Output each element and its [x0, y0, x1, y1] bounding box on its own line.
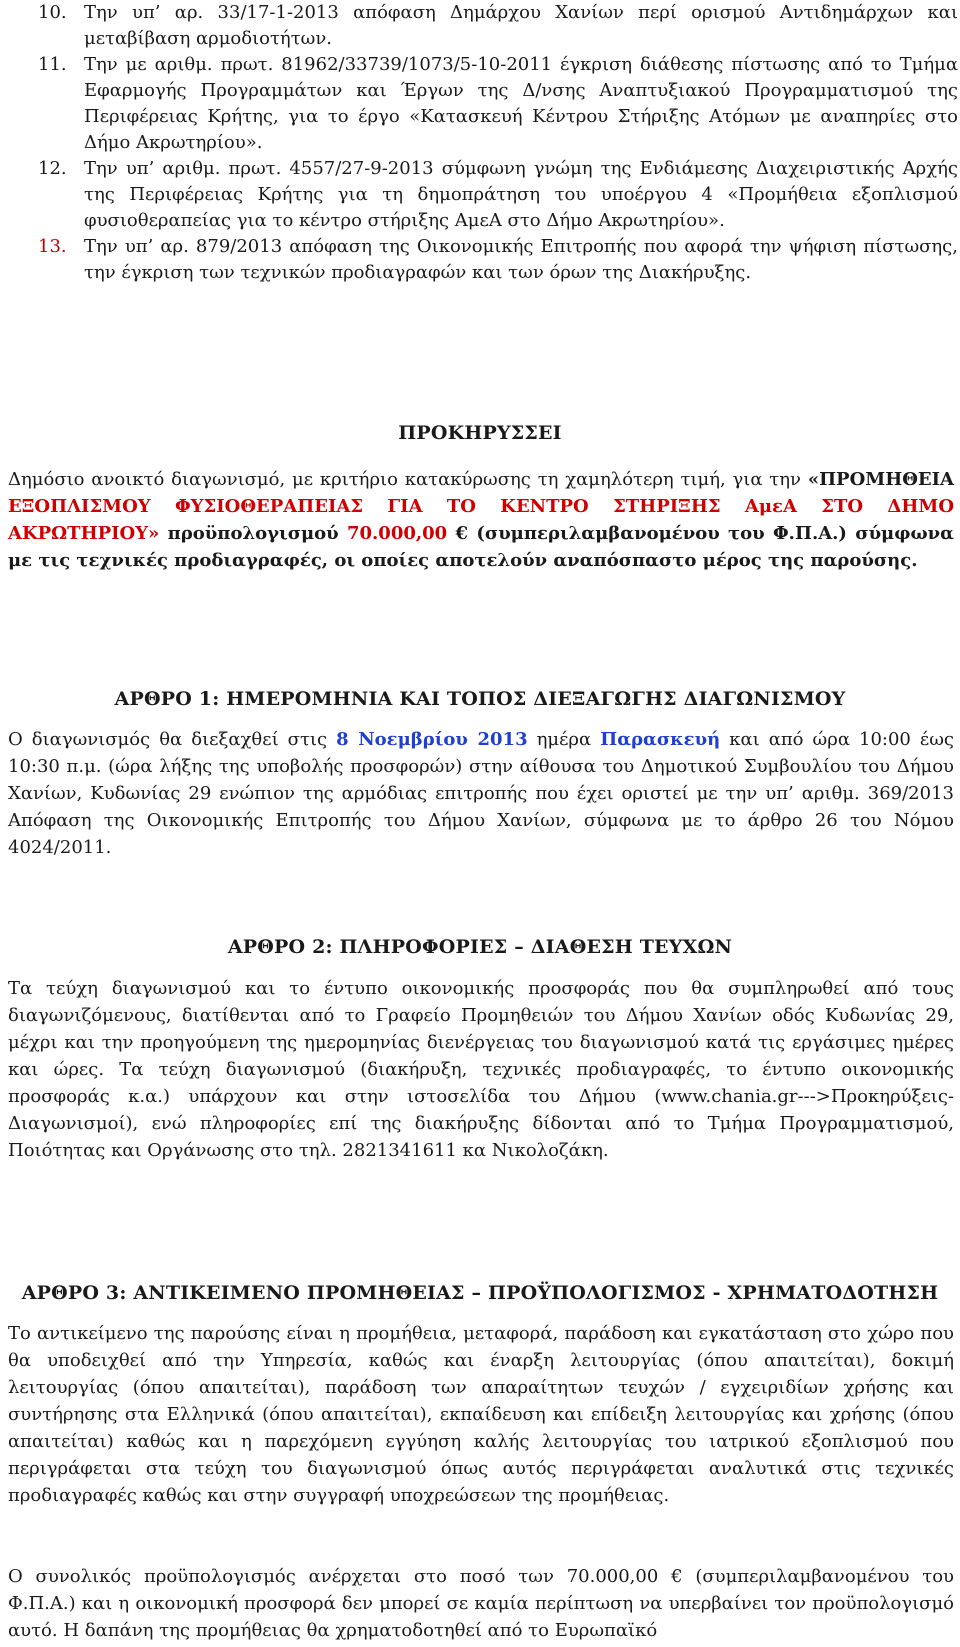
article1-paragraph	[8, 726, 954, 861]
proclaim-amount: 70.000,00	[346, 523, 448, 544]
article1-day: Παρασκευή	[600, 729, 721, 750]
article2-heading: ΑΡΘΡΟ 2: ΠΛΗΡΟΦΟΡΙΕΣ – ΔΙΑΘΕΣΗ ΤΕΥΧΩΝ	[227, 936, 733, 958]
list-text: Την υπ’ αρ. 33/17-1-2013 απόφαση Δημάρχου Χανίων περί ορισμού Αντιδημάρχων και μεταβίβαση αρμοδιοτήτων.	[84, 2, 958, 49]
proclaim-paragraph	[8, 466, 954, 574]
list-item	[38, 52, 958, 156]
list-item	[38, 156, 958, 234]
list-item	[38, 234, 958, 286]
article1-pre: Ο διαγωνισμός θα διεξαχθεί στις	[8, 729, 337, 750]
list-number: 11.	[38, 54, 67, 75]
list-text: Την υπ’ αριθμ. πρωτ. 4557/27-9-2013 σύμφωνη γνώμη της Ενδιάμεσης Διαχειριστικής Αρχής της Περιφέρειας Κρήτης για τη δημοπράτηση του υποέργου 4 «Προμήθεια εξοπλισμού φυσιοθεραπείας για το κέντρο στήριξης ΑμεΑ στο Δήμο Ακρωτηρίου».	[84, 158, 958, 231]
article3-heading: ΑΡΘΡΟ 3: ΑΝΤΙΚΕΙΜΕΝΟ ΠΡΟΜΗΘΕΙΑΣ – ΠΡΟΫΠΟΛΟΓΙΣΜΟΣ - ΧΡΗΜΑΤΟΔΟΤΗΣΗ	[21, 1282, 939, 1304]
article1-date: 8 Νοεμβρίου 2013	[336, 729, 528, 750]
proclaim-rest: € (συμπεριλαμβανομένου του Φ.Π.Α.) σύμφωνα με τις τεχνικές προδιαγραφές, οι οποίες αποτελούν αναπόσπαστο μέρος της παρούσης.	[8, 523, 954, 571]
article3-paragraph-1: Το αντικείμενο της παρούσης είναι η προμήθεια, μεταφορά, παράδοση και εγκατάσταση στο χώρο που θα υποδειχθεί από την Υπηρεσία, καθώς και έναρξη λειτουργίας (όπου απαιτείται), δοκιμή λειτουργίας (όπου απαιτείται), παράδοση των απαραίτητων τευχών / εγχειριδίων χρήσης και συντήρησης στα Ελληνικά (όπου απαιτείται), εκπαίδευση και επίδειξη λειτουργίας και χρήσης (όπου απαιτείται) καθώς και η παρεχόμενη εγγύηση καλής λειτουργίας του ιατρικού εξοπλισμού που περιγράφεται στα τεύχη του διαγωνισμού όπως αυτός περιγράφεται αναλυτικά στις τεχνικές προδιαγραφές καθώς και στην συγγραφή υποχρεώσεων της προμήθειας.	[8, 1323, 954, 1506]
list-number: 13.	[38, 236, 67, 257]
proclaim-heading: ΠΡΟΚΗΡΥΣΣΕΙ	[398, 422, 562, 444]
article1-post: και από ώρα 10:00 έως 10:30 π.μ. (ώρα λήξης της υποβολής προσφορών) στην αίθουσα του Δημοτικού Συμβουλίου του Δήμου Χανίων, Κυδωνίας 29 ενώπιον της αρμόδιας επιτροπής που έχει οριστεί με την υπ’ αριθμ. 369/2013 Απόφαση της Οικονομικής Επιτροπής του Δήμου Χανίων, σύμφωνα με το άρθρο 26 του Νόμου 4024/2011.	[8, 729, 954, 858]
list-number: 12.	[38, 158, 67, 179]
considerations-list	[38, 0, 958, 286]
article1-mid: ημέρα	[527, 729, 601, 750]
proclaim-intro: Δημόσιο ανοικτό διαγωνισμό, με κριτήριο κατακύρωσης τη χαμηλότερη τιμή, για την	[8, 469, 808, 490]
article2-paragraph: Τα τεύχη διαγωνισμού και το έντυπο οικονομικής προσφοράς που θα συμπληρωθεί από τους διαγωνιζόμενους, διατίθενται από το Γραφείο Προμηθειών του Δήμου Χανίων οδός Κυδωνίας 29, μέχρι και την προηγούμενη της ημερομηνίας διενέργειας του διαγωνισμού κατά τις εργάσιμες ημέρες και ώρες. Τα τεύχη διαγωνισμού (διακήρυξη, τεχνικές προδιαγραφές, το έντυπο οικονομικής προσφοράς κ.α.) υπάρχουν και στην ιστοσελίδα του Δήμου (www.chania.gr--->Προκηρύξεις-Διαγωνισμοί), ενώ πληροφορίες επί της διακήρυξης δίδονται από το Τμήμα Προγραμματισμού, Ποιότητας και Οργάνωσης στο τηλ. 2821341611 κα Νικολοζάκη.	[8, 978, 954, 1161]
proclaim-budget-label: προϋπολογισμού	[159, 523, 347, 544]
article1-heading: ΑΡΘΡΟ 1: ΗΜΕΡΟΜΗΝΙΑ ΚΑΙ ΤΟΠΟΣ ΔΙΕΞΑΓΩΓΗΣ ΔΙΑΓΩΝΙΣΜΟΥ	[114, 688, 846, 710]
list-item	[38, 0, 958, 52]
proclaim-title: ΕΞΟΠΛΙΣΜΟΥ ΦΥΣΙΟΘΕΡΑΠΕΙΑΣ ΓΙΑ ΤΟ ΚΕΝΤΡΟ ΣΤΗΡΙΞΗΣ ΑμεΑ ΣΤΟ ΔΗΜΟ ΑΚΡΩΤΗΡΙΟΥ»	[8, 496, 954, 544]
proclaim-quote-open: «ΠΡΟΜΗΘΕΙΑ	[807, 469, 954, 490]
list-number: 10.	[38, 2, 67, 23]
list-text: Την με αριθμ. πρωτ. 81962/33739/1073/5-10-2011 έγκριση διάθεσης πίστωσης από το Τμήμα Εφαρμογής Προγραμμάτων και Έργων της Δ/νσης Αναπτυξιακού Προγραμματισμού της Περιφέρειας Κρήτης, για το έργο «Κατασκευή Κέντρου Στήριξης Ατόμων με αναπηρίες στο Δήμο Ακρωτηρίου».	[84, 54, 958, 153]
article3-paragraph-2: Ο συνολικός προϋπολογισμός ανέρχεται στο ποσό των 70.000,00 € (συμπεριλαμβανομένου του Φ.Π.Α.) και η οικονομική προσφορά δεν μπορεί σε καμία περίπτωση να υπερβαίνει τον προϋπολογισμό αυτό. Η δαπάνη της προμήθειας θα χρηματοδοτηθεί από το Ευρωπαϊκό	[8, 1566, 954, 1641]
list-text: Την υπ’ αρ. 879/2013 απόφαση της Οικονομικής Επιτροπής που αφορά την ψήφιση πίστωσης, την έγκριση των τεχνικών προδιαγραφών και των όρων της Διακήρυξης.	[84, 236, 958, 283]
